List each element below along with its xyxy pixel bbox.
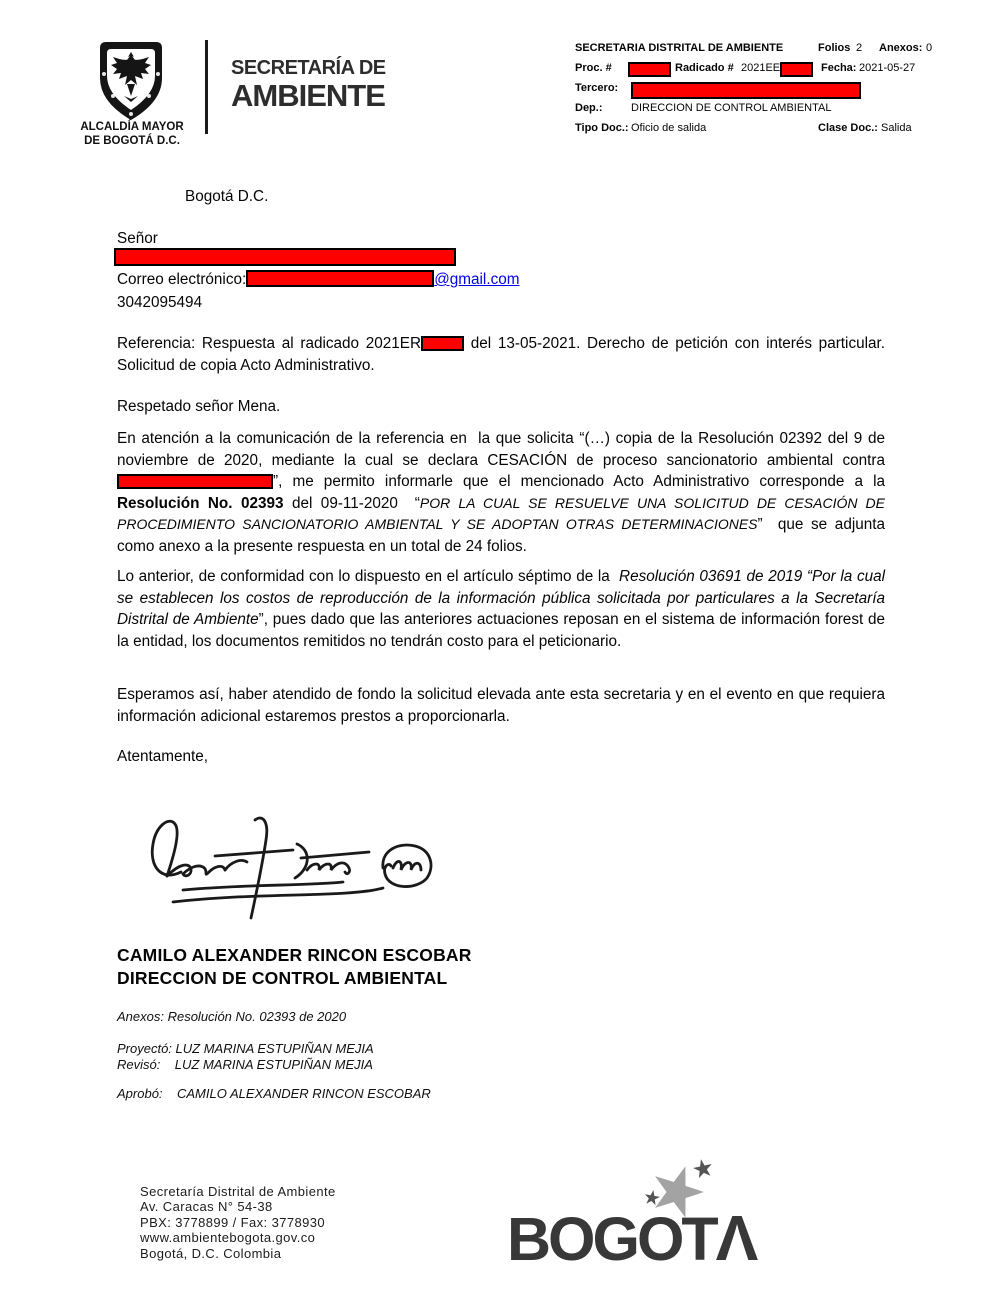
signer-block	[117, 944, 472, 990]
text-segment: Resolución 03691 de 2019 “Por la cual se establecen los costos de reproducción de la información pública solicitada por particulares a la Secretaría Distrital de Ambiente	[117, 568, 886, 628]
body-paragraph-1	[117, 428, 885, 557]
email-line	[117, 269, 885, 291]
bogota-coat-of-arms	[100, 42, 162, 122]
tercero-label: Tercero:	[575, 82, 619, 94]
closing-line: Atentamente,	[117, 748, 208, 765]
text-segment: del 13-05-2021. Derecho de petición con interés particular. Solicitud de copia Acto Administrativo.	[117, 335, 885, 374]
text-segment: ”, me permito informarle que el mencionado Acto Administrativo corresponde a la	[273, 473, 885, 490]
salutation: Señor	[117, 230, 158, 247]
alcaldia-caption	[62, 120, 202, 148]
handwritten-signature	[137, 806, 437, 933]
bogota-wordmark-text: BOGOT	[507, 1205, 716, 1273]
proc-label: Proc. #	[575, 62, 612, 74]
bogota-wordmark-a: Λ	[715, 1202, 756, 1274]
alcaldia-caption-line1: ALCALDÍA MAYOR	[80, 121, 184, 133]
footer-address-line: Secretaría Distrital de Ambiente	[140, 1184, 336, 1199]
folios-value: 2	[856, 42, 863, 54]
body-paragraph-2	[117, 566, 885, 652]
recipient-name-line	[114, 248, 882, 270]
text-segment: ”, pues dado que las anteriores actuaciones reposan en el sistema de información forest de la entidad, los documentos remitidos no tendrán costo para el peticionario.	[117, 611, 886, 650]
dep-label: Dep.:	[575, 102, 603, 114]
tipo-doc-label: Tipo Doc.:	[575, 122, 629, 134]
secretaria-wordmark-line1: SECRETARÍA DE	[231, 57, 386, 79]
metadata-title: SECRETARIA DISTRITAL DE AMBIENTE	[575, 42, 784, 54]
redaction-box	[780, 62, 813, 77]
bogota-wordmark	[507, 1202, 756, 1274]
bogota-logo	[505, 1152, 756, 1287]
dep-value: DIRECCION DE CONTROL AMBIENTAL	[631, 102, 832, 114]
text-segment: Lo anterior, de conformidad con lo dispuesto en el artículo séptimo de la	[117, 568, 620, 585]
city-text: Bogotá D.C.	[185, 188, 269, 205]
greeting-line: Respetado señor Mena.	[117, 398, 281, 415]
document-metadata-table	[575, 42, 935, 142]
footer-address-line: www.ambientebogota.gov.co	[140, 1230, 316, 1246]
redaction-box	[114, 248, 456, 266]
letterhead-divider	[205, 40, 208, 134]
text-segment: ” que se adjunta como anexo a la presente respuesta en un total de 24 folios.	[117, 516, 885, 555]
city-line	[117, 186, 885, 208]
text-segment: Correo electrónico:	[117, 271, 247, 288]
metadata-row-proc	[575, 62, 935, 82]
secretaria-wordmark	[231, 57, 386, 112]
anexos-label: Anexos:	[879, 42, 923, 54]
proyecto-note: Proyectó: LUZ MARINA ESTUPIÑAN MEJIA	[117, 1041, 374, 1056]
clase-doc-label: Clase Doc.:	[818, 122, 878, 134]
reviso-note: Revisó: LUZ MARINA ESTUPIÑAN MEJIA	[117, 1057, 373, 1072]
redaction-box	[421, 336, 464, 351]
radicado-prefix: 2021EE	[741, 62, 781, 74]
text-segment: Referencia: Respuesta al radicado 2021ER	[117, 335, 422, 352]
clase-doc-value: Salida	[881, 122, 912, 134]
phone-line: 3042095494	[117, 294, 203, 311]
metadata-row-tipo	[575, 122, 935, 142]
redaction-box	[628, 62, 671, 77]
secretaria-wordmark-line2: AMBIENTE	[231, 78, 385, 113]
folios-label: Folios	[818, 42, 851, 54]
redaction-box	[631, 82, 861, 99]
body-paragraph-3: Esperamos así, haber atendido de fondo la solicitud elevada ante esta secretaria y en el evento en que requiera información adicional estaremos prestos a proporcionarla.	[117, 686, 885, 725]
footer-address-line: Av. Caracas N° 54-38	[140, 1199, 273, 1215]
text-segment: En atención a la comunicación de la referencia en la que solicita “(…) copia de la Resolución 02392 del 9 de noviembre de 2020, mediante la cual se declara CESACIÓN de proceso sancionatorio ambiental contra	[117, 430, 885, 469]
redaction-box	[246, 270, 434, 287]
metadata-row-tercero	[575, 82, 935, 102]
email-link[interactable]: @gmail.com	[434, 271, 520, 288]
footer-address-line: PBX: 3778899 / Fax: 3778930	[140, 1214, 325, 1230]
alcaldia-caption-line2: DE BOGOTÁ D.C.	[84, 135, 180, 147]
aprobo-note: Aprobó: CAMILO ALEXANDER RINCON ESCOBAR	[117, 1086, 431, 1101]
footer-address	[140, 1184, 336, 1261]
reference-paragraph	[117, 333, 885, 376]
fecha-label: Fecha:	[821, 62, 857, 74]
tipo-doc-value: Oficio de salida	[631, 122, 707, 134]
footer-address-line: Bogotá, D.C. Colombia	[140, 1245, 282, 1261]
coat-of-arms-shield-icon	[100, 42, 162, 122]
redaction-box	[117, 474, 273, 489]
fecha-value: 2021-05-27	[859, 62, 916, 74]
text-segment: POR LA CUAL SE RESUELVE UNA SOLICITUD DE CESACIÓN DE PROCEDIMIENTO SANCIONATORIO AMBIENTAL Y SE ADOPTAN OTRAS DETERMINACIONES	[117, 494, 885, 532]
text-segment: Resolución No. 02393	[117, 494, 284, 512]
signer-title: DIRECCION DE CONTROL AMBIENTAL	[117, 968, 448, 988]
metadata-row-dep	[575, 102, 935, 122]
anexos-value: 0	[926, 42, 933, 54]
metadata-row-title	[575, 42, 935, 62]
radicado-label: Radicado #	[675, 62, 734, 74]
text-segment: del 09-11-2020 “	[283, 494, 420, 512]
signature-icon	[137, 806, 437, 928]
signer-name: CAMILO ALEXANDER RINCON ESCOBAR	[117, 945, 472, 965]
anexos-note: Anexos: Resolución No. 02393 de 2020	[117, 1009, 347, 1024]
